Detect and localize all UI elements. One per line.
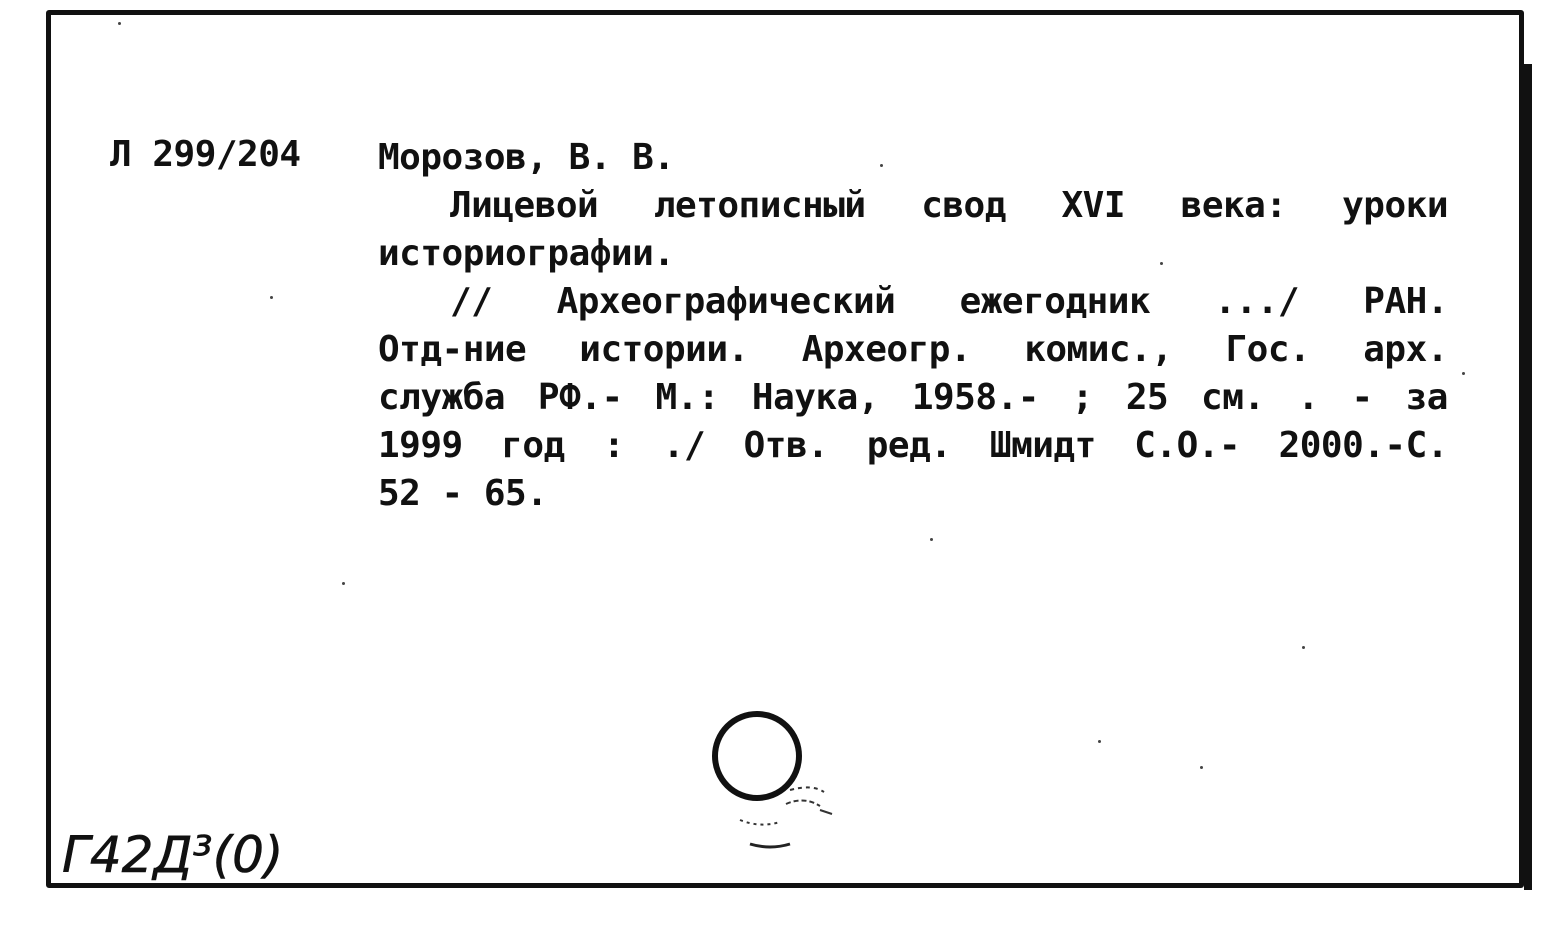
speck: [1098, 740, 1101, 743]
author-line: Морозов, В. В.: [378, 137, 675, 178]
speck: [270, 296, 273, 299]
word: ред.: [866, 425, 952, 466]
word: 2000.-С.: [1278, 425, 1448, 466]
word: служба: [378, 377, 506, 418]
word: Лицевой: [450, 185, 599, 226]
word: Археогр.: [801, 329, 972, 370]
word: ежегодник: [959, 281, 1151, 322]
word: Шмидт: [989, 425, 1096, 466]
word: см.: [1201, 377, 1265, 418]
title-line-2: историографии.: [378, 233, 675, 274]
word: века:: [1180, 185, 1287, 226]
bibliographic-entry: [378, 134, 1448, 518]
word: 1999: [378, 425, 463, 466]
speck: [1160, 262, 1163, 265]
word: М.:: [655, 377, 720, 418]
word: //: [450, 281, 493, 322]
card-edge-shadow: [1524, 64, 1532, 890]
source-line-4: [378, 422, 1448, 470]
word: комис.,: [1024, 329, 1173, 370]
speck: [118, 22, 121, 25]
speck: [342, 582, 345, 585]
word: XVI: [1061, 185, 1126, 226]
word: истории.: [579, 329, 749, 370]
handwritten-classification-code: [62, 806, 302, 886]
shelfmark: Л 299/204: [110, 134, 301, 175]
word: год: [501, 425, 565, 466]
word: .: [1297, 377, 1319, 418]
word: С.О.-: [1134, 425, 1241, 466]
word: Отв.: [743, 425, 829, 466]
source-line-5: 52 - 65.: [378, 473, 548, 514]
speck: [1200, 766, 1203, 769]
word: 25: [1125, 377, 1169, 418]
word: РАН.: [1363, 281, 1448, 322]
word: 1958.-: [911, 377, 1039, 418]
word: Археографический: [556, 281, 896, 322]
title-line-1: [378, 182, 1448, 230]
word: ;: [1071, 377, 1093, 418]
word: :: [603, 425, 625, 466]
ink-smudge: [720, 770, 850, 860]
speck: [930, 538, 933, 541]
word: арх.: [1363, 329, 1448, 370]
word: уроки: [1342, 185, 1448, 226]
source-line-3: [378, 374, 1448, 422]
word: -: [1351, 377, 1373, 418]
word: Отд-ние: [378, 329, 527, 370]
word: .../: [1214, 281, 1300, 322]
source-line-2: [378, 326, 1448, 374]
speck: [1462, 372, 1465, 375]
word: ./: [662, 425, 706, 466]
speck: [880, 164, 883, 167]
speck: [1302, 646, 1305, 649]
word: Гос.: [1225, 329, 1311, 370]
word: летописный: [653, 185, 866, 226]
word: Наука,: [751, 377, 879, 418]
handwritten-code-text: Г42Д³(0): [62, 826, 284, 884]
word: РФ.-: [537, 377, 623, 418]
source-line-1: [378, 278, 1448, 326]
word: за: [1405, 377, 1448, 418]
word: свод: [921, 185, 1006, 226]
